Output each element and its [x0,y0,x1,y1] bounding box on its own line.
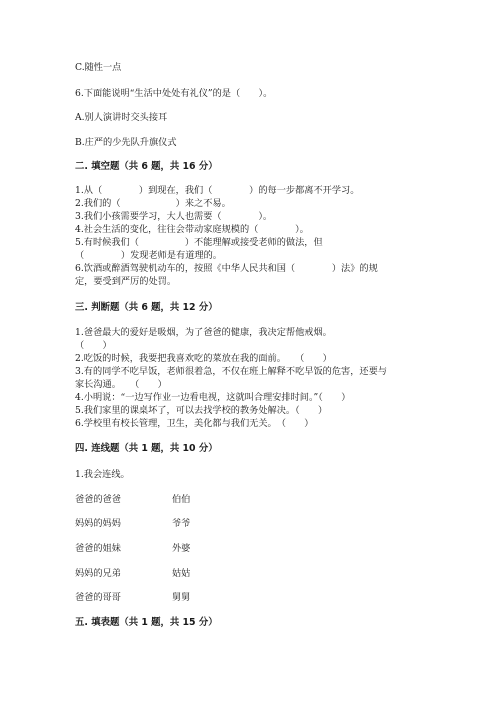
section-4-heading: 四. 连线题（共 1 题，共 10 分） [75,443,218,454]
matching-right: 外婆 [172,543,191,554]
matching-left: 爸爸的哥哥 [75,592,121,603]
question-6: 6.下面能说明“生活中处处有礼仪”的是（ ）。 [75,88,273,99]
matching-row [75,494,191,506]
matching-prompt: 1.我会连线。 [75,469,130,480]
matching-left: 爸爸的爸爸 [75,494,121,505]
matching-left: 爸爸的姐妹 [75,543,121,554]
fill-line: 5.有时候我们（ ）不能理解或接受老师的做法，但 [75,237,323,248]
section-2-heading: 二. 填空题（共 6 题，共 16 分） [75,161,218,172]
fill-line: （ ）发现老师是有道理的。 [75,250,222,261]
matching-right: 爷爷 [172,518,191,529]
option-b: B.庄严的少先队升旗仪式 [75,137,177,148]
fill-line: 1.从（ ）到现在，我们（ ）的每一步都离不开学习。 [75,185,360,196]
matching-right: 姑姑 [172,568,191,579]
option-c: C.随性一点 [75,62,122,73]
section-3-heading: 三. 判断题（共 6 题，共 12 分） [75,302,218,313]
judge-line: （ ） [75,340,112,351]
judge-line: 4.小明说：“一边写作业一边看电视，这就叫合理安排时间。”（ ） [75,392,351,403]
matching-right: 舅舅 [172,592,191,603]
judge-line: 1.爸爸最大的爱好是吸烟，为了爸爸的健康，我决定帮他戒烟。 [75,327,332,338]
matching-right: 伯伯 [172,494,191,505]
fill-line: 2.我们的（ ）来之不易。 [75,198,231,209]
judge-line: 2.吃饭的时候，我要把我喜欢吃的菜放在我的面前。 （ ） [75,353,332,364]
fill-line: 6.饮酒或醉酒驾驶机动车的，按照《中华人民共和国（ ）法》的规 [75,263,378,274]
matching-row [75,543,191,555]
matching-row [75,518,191,530]
matching-row [75,568,191,580]
judge-line: 家长沟通。 （ ） [75,379,167,390]
fill-line: 3.我们小孩需要学习，大人也需要（ ）。 [75,211,273,222]
fill-line: 4.社会生活的变化，往往会带动家庭规模的（ ）。 [75,224,309,235]
judge-line: 5.我们家里的课桌坏了，可以去找学校的教务处解决。（ ） [75,405,328,416]
section-5-heading: 五. 填表题（共 1 题，共 15 分） [75,617,218,628]
judge-line: 6.学校里有校长管理，卫生，美化都与我们无关。 （ ） [75,418,314,429]
option-a: A.别人演讲时交头接耳 [75,112,168,123]
fill-line: 定，要受到严厉的处罚。 [75,276,177,287]
matching-left: 妈妈的妈妈 [75,518,121,529]
matching-row [75,592,191,604]
matching-left: 妈妈的兄弟 [75,568,121,579]
judge-line: 3.有的同学不吃早饭，老师很着急，不仅在班上解释不吃早饭的危害，还要与 [75,366,387,377]
